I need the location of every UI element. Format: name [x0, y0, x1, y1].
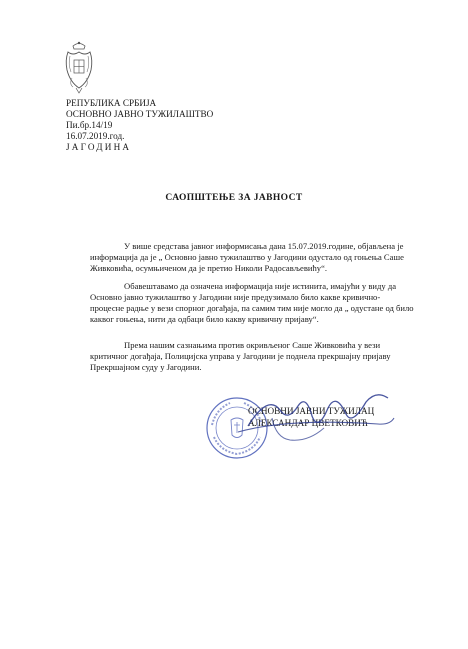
paragraph-3-line-2: критичног догађаја, Полицијска управа у Јагодини је поднела прекршајну пријаву: [90, 351, 391, 361]
paragraph-2-line-1: Обавештавамо да означена информација није истинита, имајући у виду да: [124, 281, 397, 291]
paragraph-1-line-1: У више средстава јавног информисања дана 15.07.2019.године, објављена је: [124, 241, 404, 251]
handwritten-signature: [228, 388, 398, 448]
document-title: САОПШТЕЊЕ ЗА ЈАВНОСТ: [165, 193, 303, 203]
paragraph-3-line-1: Према нашим сазнањима против окривљеног Саше Живковића у вези: [124, 340, 381, 350]
header-city: ЈАГОДИНА: [66, 142, 132, 152]
header-country: РЕПУБЛИКА СРБИЈА: [66, 98, 157, 108]
paragraph-2: [90, 281, 414, 325]
institution-header: [66, 98, 213, 153]
paragraph-3: [90, 340, 391, 373]
serbian-coat-of-arms-icon: [64, 40, 94, 98]
paragraph-1-line-2: информација да је „ Основно јавно тужилаштво у Јагодини одустало од гоњења Саше: [90, 252, 404, 262]
paragraph-2-line-4: каквог гоњења, нити да одбаци било какву кривичну пријаву“.: [90, 314, 319, 324]
paragraph-3-line-3: Прекршајном суду у Јагодини.: [90, 362, 202, 372]
signature-title: ОСНОВНИ ЈАВНИ ТУЖИЛАЦ: [248, 406, 375, 416]
header-date: 16.07.2019.год.: [66, 131, 125, 141]
paragraph-1-line-3: Живковића, осумњиченом да је претио Николи Радосављевићу“.: [90, 263, 328, 273]
paragraph-2-line-3: процесне радње у вези спорног догађаја, па самим тим није могло да „ одустане од било: [90, 303, 414, 313]
signature-name: АЛЕКСАНДАР ЦВЕТКОВИЋ: [248, 418, 368, 428]
paragraph-1: [90, 241, 404, 274]
header-institution: ОСНОВНО ЈАВНО ТУЖИЛАШТВО: [66, 109, 214, 119]
paragraph-2-line-2: Основно јавно тужилаштво у Јагодини није предузимало било какве кривично-: [90, 292, 381, 302]
header-case-number: Пи.бр.14/19: [66, 120, 113, 130]
